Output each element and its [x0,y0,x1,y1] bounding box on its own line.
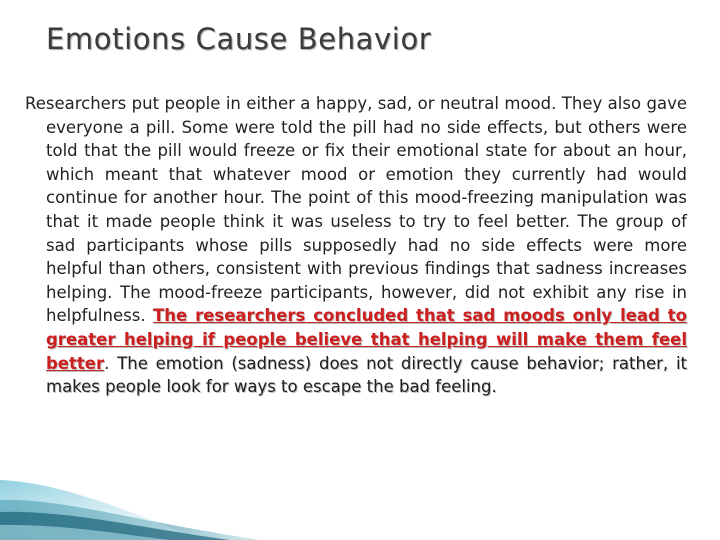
corner-wave-decoration [0,440,260,540]
paragraph-highlight: The researchers concluded that sad moods only lead to greater helping if people believe that helping will make them feel better [46,306,687,373]
paragraph-intro: Researchers put people in either a happy, sad, or neutral mood. They also gave everyone a pill. Some were told the pill had no side effects, but others were told that the pill would freeze or fix their emotional state for about an hour, which meant that whatever mood or emotion they currently had would continue for another hour. The point of this mood-freezing manipulation was that it made people think it was useless to try to feel better. The group of sad participants whose pills supposedly had no side effects were more helpful than others, consistent with previous findings that sadness increases helping. The mood-freeze participants, however, did not exhibit any rise in helpfulness. [25,94,687,326]
slide-body-paragraph [25,92,687,399]
paragraph-conclusion: The emotion (sadness) does not directly cause behavior; rather, it makes people look for ways to escape the bad feeling. [46,353,687,397]
slide-title: Emotions Cause Behavior [46,22,432,56]
paragraph-separator: . [104,353,118,373]
